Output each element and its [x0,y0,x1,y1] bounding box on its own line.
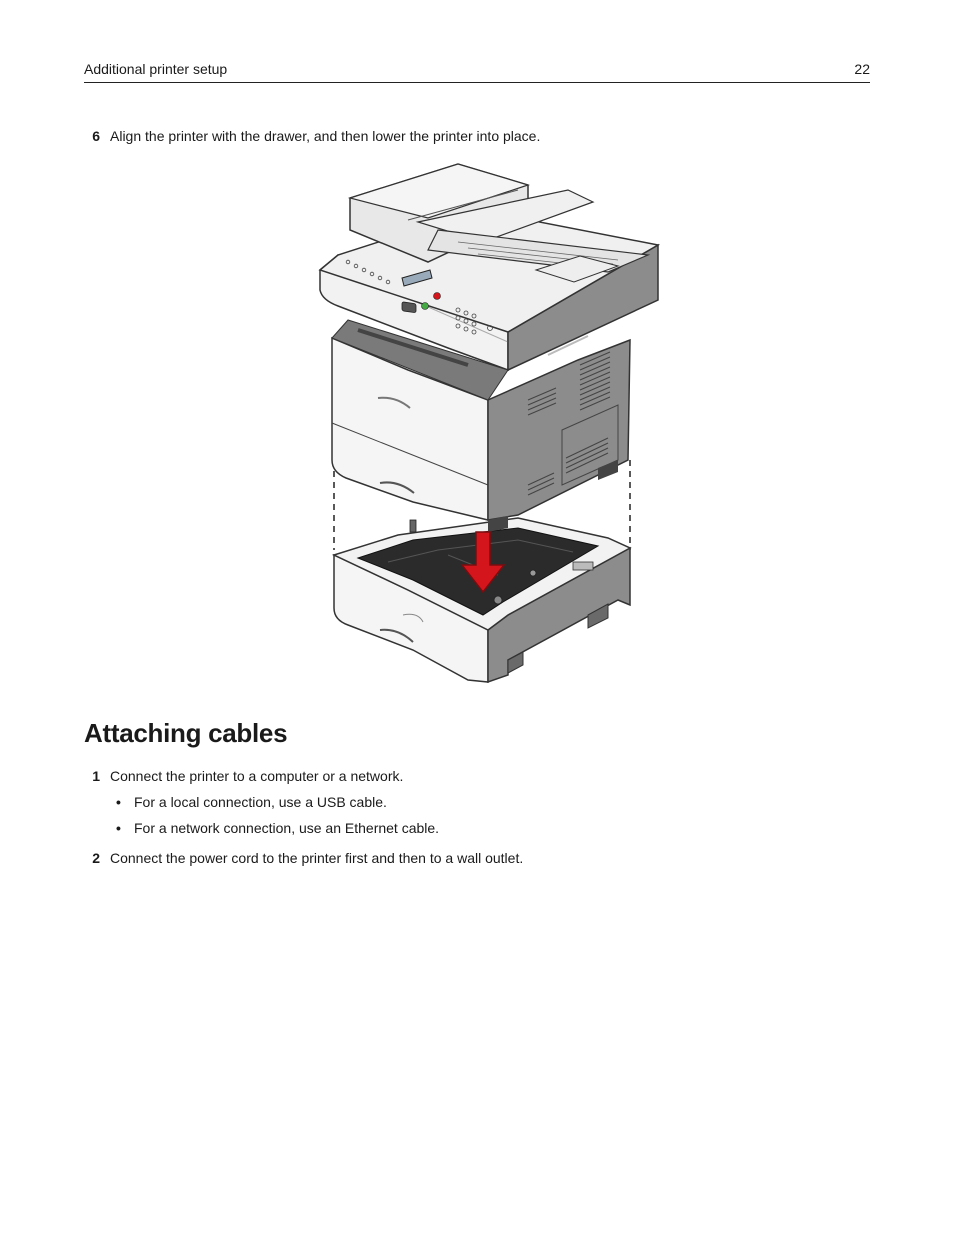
step-text: Connect the power cord to the printer first and then to a wall outlet. [110,850,524,866]
bullet-text: For a network connection, use an Ethernet cable. [134,820,440,836]
step-number: 1 [92,768,100,784]
section-heading: Attaching cables [84,718,288,748]
running-section-title: Additional printer setup [84,61,228,77]
bullet-text: For a local connection, use a USB cable. [134,794,387,810]
printer-drawer-illustration [318,160,663,688]
step-text: Align the printer with the drawer, and then lower the printer into place. [110,128,541,144]
page-number: 22 [854,61,870,77]
step-number: 2 [92,850,100,866]
bullet-icon: • [116,820,121,836]
printer [320,164,658,532]
step-number: 6 [92,128,100,144]
step-text: Connect the printer to a computer or a network. [110,768,404,784]
page-header [84,60,870,83]
bullet-icon: • [116,794,121,810]
